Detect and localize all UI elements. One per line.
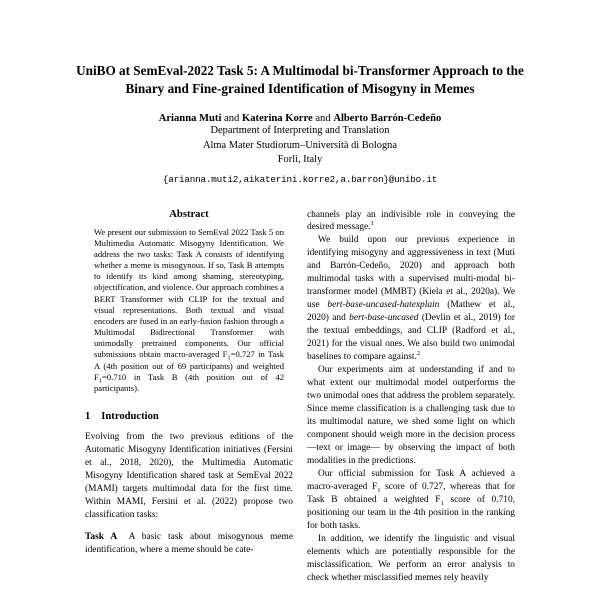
paragraph-results: Our official submission for Task A achieved a macro-averaged $F_1$ score of 0.727, whereas that for Task B obtained a weighted $F_1$ score of 0.710, positioning our team in the 4th position in the ranking for both tasks.	[307, 468, 516, 531]
paper-title: UniBO at SemEval-2022 Task 5: A Multimodal bi-Transformer Approach to the Binary and Fine-grained Identification of Misogyny in Memes	[76, 63, 524, 97]
task-a-text: A basic task about misogynous meme identification, where a meme should be cate-	[85, 531, 294, 555]
and-separator: and	[315, 113, 331, 125]
task-a-item	[85, 531, 293, 557]
two-column-body	[85, 209, 515, 585]
abstract-text: We present our submission to SemEval 2022 Task 5 on Multimedia Automatic Misogyny Identification. We address the two tasks: Task A consists of identifying whether a meme is misogynous. If so, Task B attempts to identify its kind among shaming, stereotyping, objectification, and violence. Our approach combines a BERT Transformer with CLIP for the textual and visual representations. Both textual and visual encoders are fused in an early-fusion fashion through a Multimodal Bidirectional Transformer with unimodally pretrained components. Our official submissions obtain macro-averaged $F_1=0.727$ in Task A (4th position out of 69 participants) and weighted $F_1=0.710$ in Task B (4th position out of 42 participants).	[94, 226, 284, 393]
affiliation-location: Forlì, Italy	[277, 154, 323, 166]
section-number: 1	[85, 411, 91, 423]
paragraph-continuation: channels play an indivisible role in conveying the desired message.$^1$	[307, 209, 515, 233]
task-a-label: Task A	[85, 531, 118, 542]
paragraph-error-analysis: In addition, we identify the linguistic and visual elements which are potentially responsible for the misclassification. We perform an error analysis to check whether misclassified memes rely heavily	[307, 533, 515, 583]
intro-paragraph: Evolving from the two previous editions of the Automatic Misogyny Identification initiatives (Fersini et al., 2018, 2020), the Multimedia Automatic Misogyny Identification shared task at SemEval 2022 (MAMI) targets multimodal data for the first time. Within MAMI, Fersini et al. (2022) propose two classification tasks:	[85, 432, 293, 520]
author-name-1: Arianna Muti	[158, 113, 222, 125]
author-name-3: Alberto Barrón-Cedeño	[333, 113, 442, 125]
and-separator: and	[224, 113, 240, 125]
author-line	[0, 113, 600, 124]
section-title: Introduction	[101, 411, 159, 423]
left-column	[85, 209, 293, 585]
affiliation-university: Alma Mater Studiorum–Università di Bologna	[203, 139, 397, 151]
author-name-2: Katerina Korre	[242, 113, 313, 125]
paragraph-experiments: Our experiments aim at understanding if and to what extent our multimodal model outperforms the two unimodal ones that address the problem separately. Since meme classification is a challenging task due to its multimodal nature, we shed some light on which component should weigh more in the decision process —text or image— by observing the impact of both modalities in the predictions.	[307, 365, 515, 466]
section-heading-introduction	[85, 411, 293, 422]
abstract-heading: Abstract	[169, 208, 209, 220]
right-column	[307, 209, 515, 585]
affiliation-department: Department of Interpreting and Translation	[210, 125, 390, 137]
email-line: {arianna.muti2,aikaterini.korre2,a.barron}@unibo.it	[162, 173, 438, 185]
paragraph-approach: We build upon our previous experience in identifying misogyny and aggressiveness in text (Muti and Barrón-Cedeño, 2020) and approach both multimodal tasks with a supervised multi-modal bi-transformer model (MMBT) (Kiela et al., 2020a). We use bert-base-uncased-hatexplain (Mathew et al., 2020) and bert-base-uncased (Devlin et al., 2019) for the textual embeddings, and CLIP (Radford et al., 2021) for the visual ones. We also build two unimodal baselines to compare against.$^2$	[307, 235, 516, 363]
